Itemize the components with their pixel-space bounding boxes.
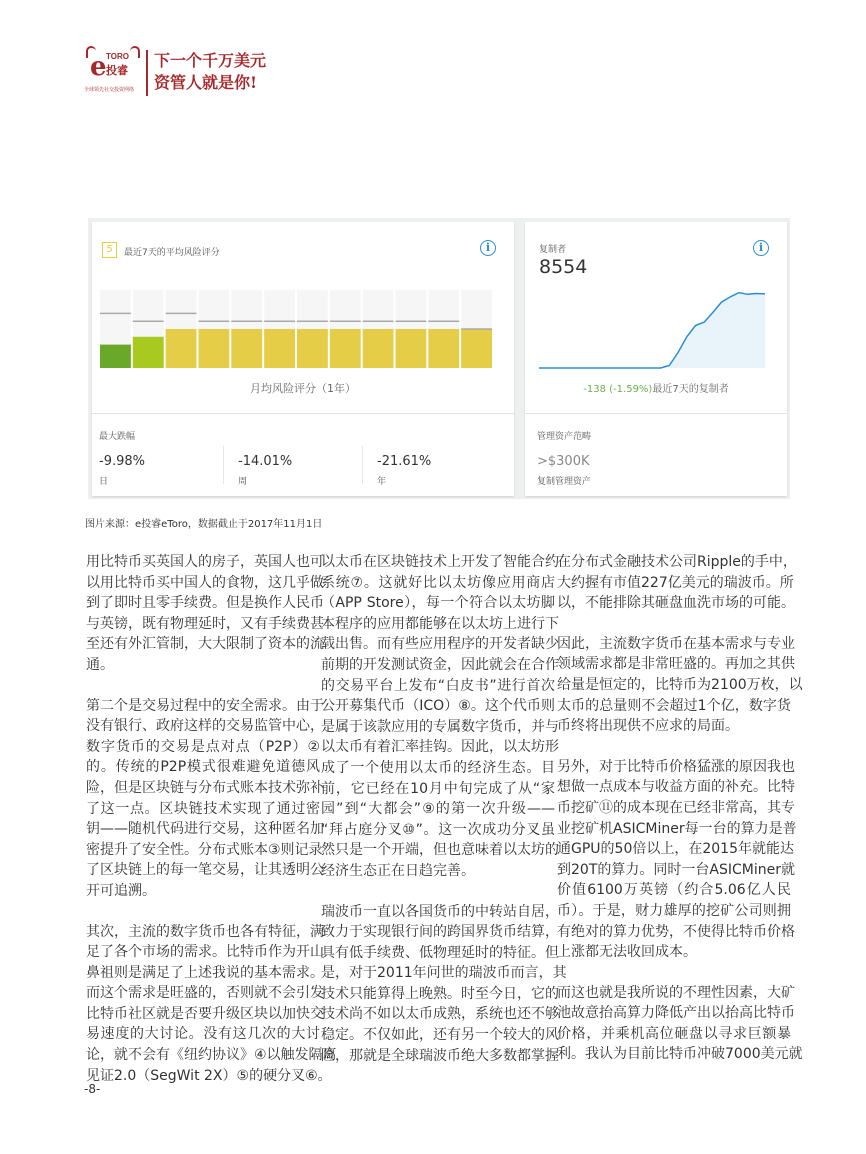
text-line: 数字货币的交易是点对点（P2P）② [86,738,320,755]
text-line: 池故意抬高算力降低产出以抬高比特币 [557,1005,795,1022]
text-line: 经济生态正在日趋完善。 [321,862,475,879]
aum-value: >$300K [537,454,590,469]
text-line: 密提升了安全性。分布式账本③则记录 [86,841,323,858]
logo-tagline: 全球领先社交投资网络 [84,87,135,93]
text-line: 另外，对于比特币价格猛涨的原因我也 [557,758,795,775]
text-line: 瑞波币一直以各国货币的中转站自居， [321,903,559,920]
risk-bar [264,329,295,368]
text-line: 因此，主流数字货币在基本需求与专业 [557,635,795,652]
text-line: 价格，并乘机高位砸盘以寻求巨额暴 [557,1025,791,1042]
paragraph [86,552,324,676]
risk-bar-chart [100,290,492,370]
text-line: 没有银行、政府这样的交易监管中心， [86,718,324,735]
copiers-value: 8554 [539,256,588,278]
risk-bar [461,329,492,368]
copiers-area [539,293,765,368]
text-line: 太币的总量则不会超过1个亿，数字货 [557,697,791,714]
text-line: 易速度的大讨论。没有这几次的大讨 [86,1026,320,1043]
paragraph [557,757,797,963]
risk-bar [428,329,459,368]
text-line: 园”到“大都会”⑨的第一次升级—— [321,801,555,818]
risk-bar [199,329,230,368]
drawdown-day-value: -9.98% [99,454,145,469]
paragraph [86,696,324,902]
drawdown-label: 最大跌幅 [99,432,136,442]
risk-badge: 5 [102,242,117,258]
text-line: 技术只能算得上晚熟。时至今日，它的 [321,985,559,1002]
paragraph [557,634,803,737]
aum-label: 管理资产范畴 [537,432,592,442]
text-line: 以，不能排除其砸盘血洗市场的可能。 [557,595,795,612]
header-slogan [154,50,266,94]
text-line: 有绝对的算力优势，不使得比特币价格 [557,923,795,940]
etoro-logo [84,44,142,96]
copiers-area-chart [539,290,769,370]
risk-card [92,222,514,496]
risk-bar [297,329,328,368]
text-line: 了这一点。区块链技术实现了通过密 [86,800,320,817]
text-line: 的交易平台上发布“白皮书”进行首次 [321,677,555,694]
text-line: 给量是恒定的，比特币为2100万枚，以 [557,676,803,693]
text-line: 而这也就是我所说的不理性因素，大矿 [557,984,795,1001]
paragraph [321,552,559,882]
aum-sub: 复制管理资产 [537,477,592,487]
text-line: 而这个需求是旺盛的，否则就不会引发 [86,985,324,1002]
text-line: 然只是一个开端，但也意味着以太坊的 [321,842,559,859]
drawdown-day-unit: 日 [99,477,109,487]
text-line: 论，就不会有《纽约协议》④以触发隔离 [86,1047,337,1064]
copiers-change-label: 最近7天的复制者 [652,384,729,395]
text-line: 与英镑，既有物理延时，又有手续费甚 [86,615,324,632]
paragraph [321,902,567,1067]
max-drawdown-section [92,414,514,496]
text-line: 价值6100万英镑（约合5.06亿人民 [557,882,791,899]
text-line: “拜占庭分叉⑩”。这一次成功分叉虽 [321,821,555,838]
text-line: 具有低手续费、低物理延时的特征。但 [321,944,559,961]
text-line: 到了即时且零手续费。但是换作人民币 [86,595,324,612]
text-line: 本程序的应用都能够在以太坊上进行下 [321,615,559,632]
text-line: 到20T的算力。同时一台ASICMiner就 [557,861,795,878]
text-line: 致力于实现银行间的跨国界货币结算， [321,924,559,941]
text-line: 前，它已经在10月中旬完成了从“家 [321,780,555,797]
paragraph [557,552,797,614]
text-line: 币终将出现供不应求的局面。 [557,718,739,735]
copiers-label: 复制者 [539,245,567,255]
text-line: 前期的开发测试资金，因此就会在合作 [321,656,559,673]
text-line: 比特币社区就是否要升级区块以加快交 [86,1005,324,1022]
drawdown-year-unit: 年 [377,477,387,487]
text-line: （APP Store），每一个符合以太坊脚 [321,595,555,612]
text-line: 稳定。不仅如此，还有另一个较大的风 [321,1027,559,1044]
text-line: 领域需求都是非常旺盛的。再加之其供 [557,656,795,673]
text-line: 其次，主流的数字货币也各有特征，满 [86,923,324,940]
text-line: 通GPU的50倍以上，在2015年就能达 [557,841,794,858]
text-line: 系统⑦。这就好比以太坊像应用商店 [321,574,555,591]
text-line: 至还有外汇管制，大大限制了资本的流 [86,636,324,653]
text-line: 通。 [86,656,114,673]
copiers-change-row [525,380,787,395]
text-line: 见证2.0（SegWit 2X）⑤的硬分叉⑥。 [86,1067,332,1084]
text-line: 以用比特币买中国人的食物，这几乎做 [86,574,324,591]
risk-bar [133,337,164,368]
info-icon[interactable]: i [753,240,769,256]
page-number: -8- [84,1082,101,1096]
text-line: 大约握有市值227亿美元的瑞波币。所 [557,574,794,591]
text-line: 第二个是交易过程中的安全需求。由于 [86,697,324,714]
text-line: 鼻祖则是满足了上述我说的基本需求。 [86,964,324,981]
text-line: 了区块链上的每一笔交易，让其透明公 [86,862,324,879]
text-line: 以太币在区块链技术上开发了智能合约 [321,554,559,570]
text-line: 载出售。而有些应用程序的开发者缺少 [321,636,559,653]
text-column-2 [321,552,567,1086]
risk-bar [396,329,427,368]
slogan-line-1: 下一个千万美元 [154,51,267,70]
text-line: 是，对于2011年问世的瑞波币而言，其 [321,965,567,982]
risk-bar [100,345,131,368]
drawdown-year-value: -21.61% [377,454,432,469]
text-line: 业挖矿机ASICMiner每一台的算力是普 [557,820,797,837]
text-line: 成了一个使用以太币的经济生态。目 [321,759,555,776]
text-line: 开可追溯。 [86,882,156,899]
text-line: 在分布式金融技术公司Ripple的手中， [557,554,797,570]
text-line: 以太币有着汇率挂钩。因此，以太坊形 [321,739,559,756]
text-line: 用比特币买英国人的房子，英国人也可 [86,554,324,570]
text-line: 币）。于是，财力雄厚的挖矿公司则拥 [557,902,791,919]
text-line: 技术尚不如以太币成熟，系统也还不够 [321,1006,559,1023]
text-column-1 [86,552,337,1106]
slogan-line-2: 资管人就是你! [154,73,258,92]
text-line: 是属于该款应用的专属数字货币，并与 [321,718,559,735]
text-column-3 [557,552,803,1085]
risk-bar [363,329,394,368]
risk-bar [231,329,262,368]
info-icon[interactable]: i [480,240,496,256]
text-line: 想做一点成本与收益方面的补充。比特 [557,779,795,796]
horn-right-icon [130,46,140,58]
figure-caption: 图片来源：e投睿eToro，数据截止于2017年11月1日 [85,519,323,530]
risk-bar [166,329,197,368]
paragraph [86,922,337,1087]
risk-bar [330,329,361,368]
copiers-card [525,222,787,496]
copiers-change: -138 (-1.59%) [583,384,653,395]
text-line: 险，那就是全球瑞波币绝大多数都掌握 [321,1047,559,1064]
header-divider [146,50,148,96]
risk-chart-title: 月均风险评分（1年） [250,382,356,395]
risk-card-title: 最近7天的平均风险评分 [124,248,220,258]
logo-e: e [90,52,107,82]
text-line: 险，但是区块链与分布式账本技术弥补 [86,779,324,796]
text-line: 币挖矿⑪的成本现在已经非常高，其专 [557,799,795,816]
text-line: 钥——随机代码进行交易，这种匿名加 [86,821,324,838]
text-line: 公开募集代币（ICO）⑧。这个代币则 [321,698,555,715]
text-line: 上涨都无法收回成本。 [557,944,697,961]
drawdown-week-value: -14.01% [238,454,293,469]
text-line: 利。我认为目前比特币冲破7000美元就 [557,1046,803,1063]
text-line: 足了各个市场的需求。比特币作为开山 [86,944,324,961]
logo-toro: TORO [106,52,129,61]
logo-cn: 投睿 [106,65,128,77]
etoro-stats-screenshot [88,218,790,499]
drawdown-week-unit: 周 [238,477,248,487]
paragraph [557,983,803,1065]
text-line: 的。传统的P2P模式很难避免道德风 [86,759,320,776]
